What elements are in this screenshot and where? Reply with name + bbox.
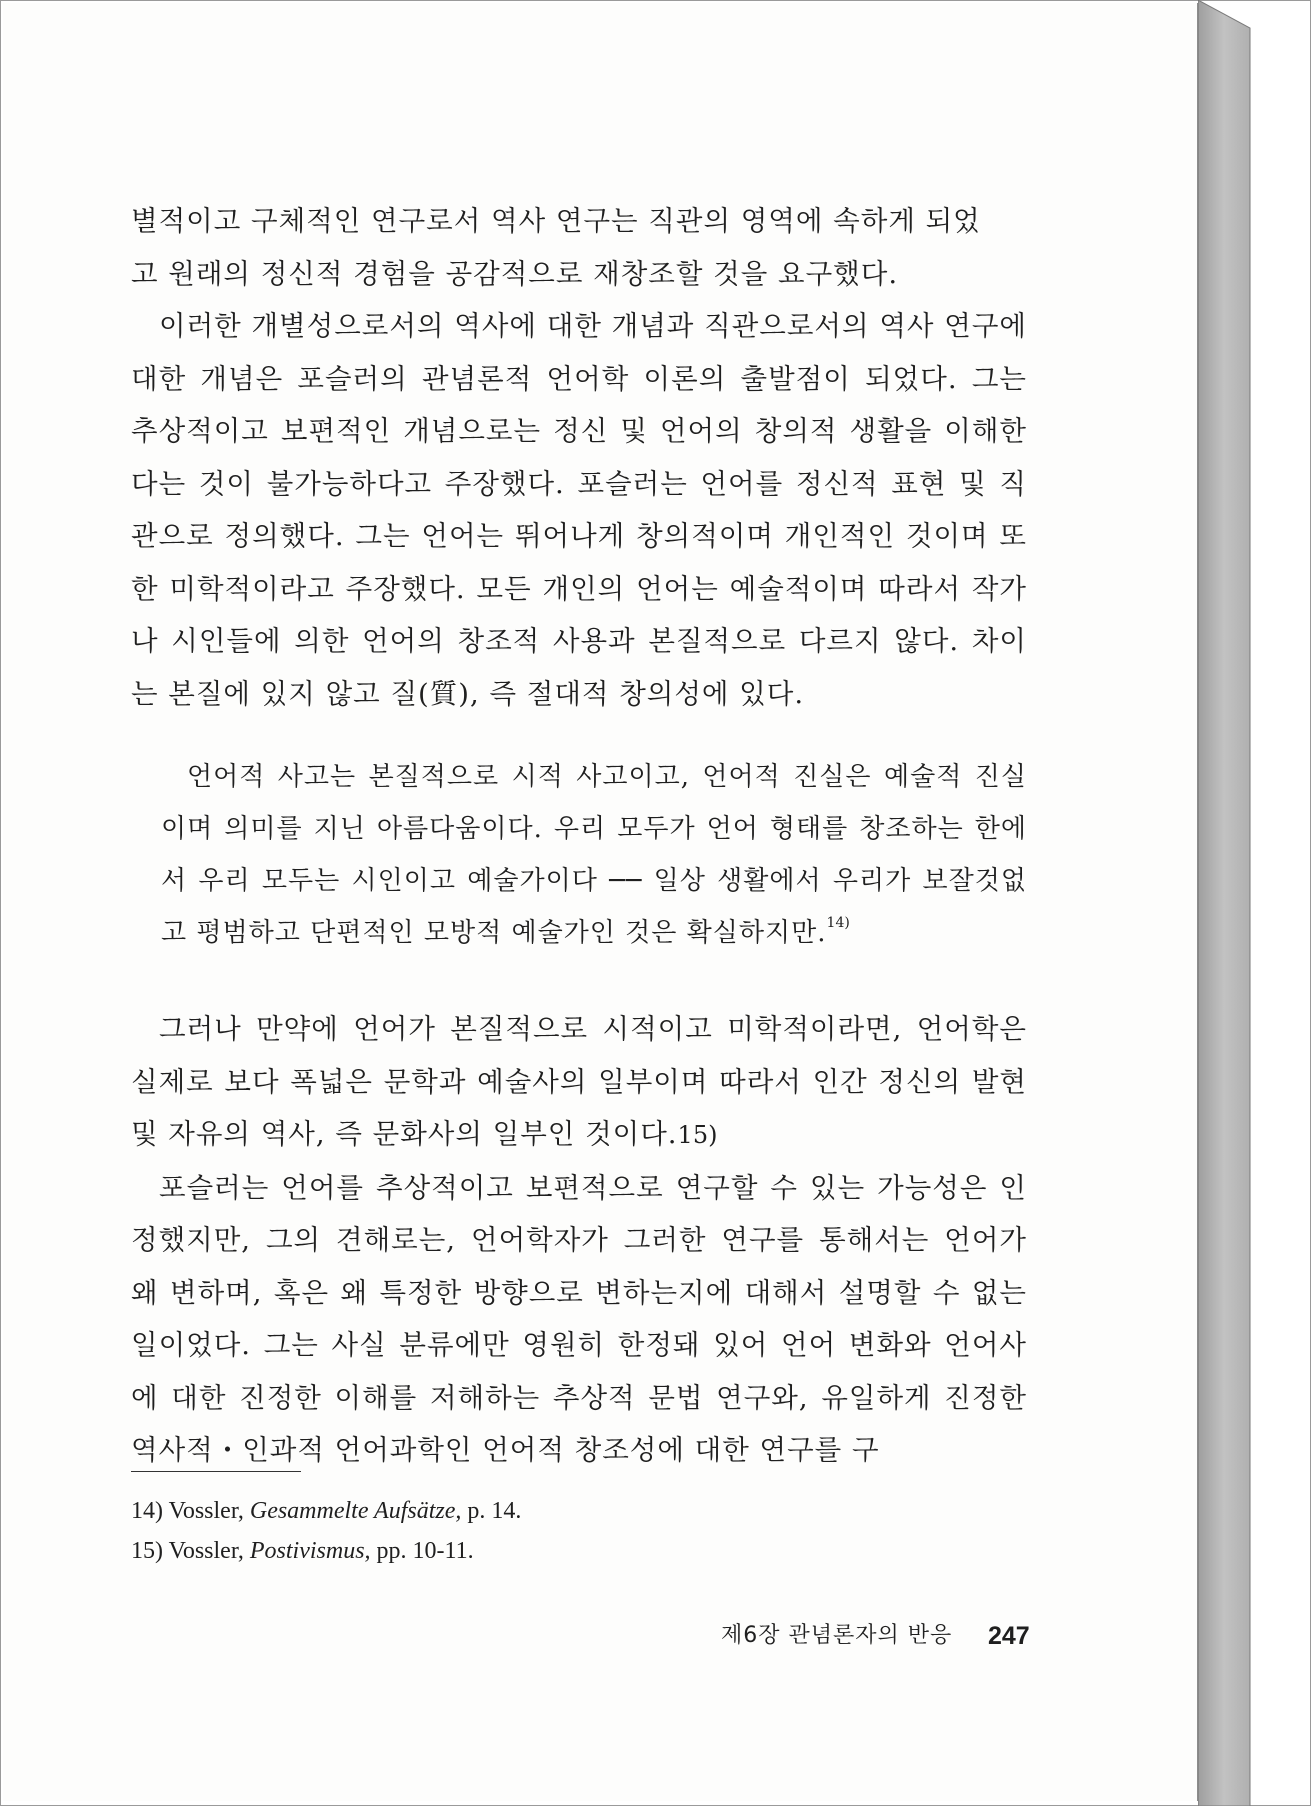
paragraph: 이러한 개별성으로서의 역사에 대한 개념과 직관으로서의 역사 연구에 대한 개념은 포슬러의 관념론적 언어학 이론의 출발점이 되었다. 그는 추상적이고 보편적인 개념으로는 정신 및 언어의 창의적 생활을 이해한다는 것이 불가능하다고 주장했다. 포슬러는 언어를 정신적 표현 및 직관으로 정의했다. 그는 언어는 뛰어나게 창의적이며 개인적인 것이며 또한 미학적이라고 주장했다. 모든 개인의 언어는 예술적이며 따라서 작가나 시인들에 의한 언어의 창조적 사용과 본질적으로 다르지 않다. 차이는 본질에 있지 않고 질(質), 즉 절대적 창의성에 있다. [131,310,1027,710]
footnote-title: Gesammelte Aufsätze, [249,1498,462,1524]
running-footer [3,1619,1197,1653]
book-spine [1198,0,1258,1806]
paragraph-line: 고 원래의 정신적 경험을 공감적으로 재창조할 것을 요구했다. [131,257,899,290]
footnote-14 [131,1491,1011,1531]
main-text-top [131,195,1027,720]
quote-body: 언어적 사고는 본질적으로 시적 사고이고, 언어적 진실은 예술적 진실이며 의미를 지닌 아름다움이다. 우리 모두가 언어 형태를 창조하는 한에서 우리 모두는 시인이고 예술가이다 ── 일상 생활에서 우리가 보잘것없고 평범하고 단편적인 모방적 예술가인 것은 확실하지만. [161,762,1027,948]
book-page [3,3,1198,1801]
quote-text [161,751,1027,959]
paragraph-continued [131,195,1027,300]
paragraph-body: 그러나 만약에 언어가 본질적으로 시적이고 미학적이라면, 언어학은 실제로 보다 폭넓은 문학과 예술사의 일부이며 따라서 인간 정신의 발현 및 자유의 역사, 즉 문화사의 일부인 것이다. [131,1013,1027,1150]
footnote-page: p. 14. [467,1498,522,1524]
footnote-page: pp. 10-11. [376,1538,474,1564]
paragraph: 포슬러는 언어를 추상적이고 보편적으로 연구할 수 있는 가능성은 인정했지만, 그의 견해로는, 언어학자가 그러한 연구를 통해서는 언어가 왜 변하며, 혹은 왜 특정한 방향으로 변하는지에 대해서 설명할 수 없는 일이었다. 그는 사실 분류에만 영원히 한정돼 있어 언어 변화와 언어사에 대한 진정한 이해를 저해하는 추상적 문법 연구와, 유일하게 진정한 역사적・인과적 언어과학인 언어적 창조성에 대한 연구를 구 [131,1171,1027,1466]
footnote-title: Postivismus, [249,1538,371,1564]
footnote-ref: 15) [677,1121,718,1149]
page-number: 247 [988,1622,1030,1650]
book-thickness-shading [1198,0,1258,1806]
footnote-number: 14) [131,1498,163,1524]
footnote-15 [131,1531,1011,1571]
footnote-divider [131,1471,301,1472]
footnote-author: Vossler, [168,1498,244,1524]
footnote-ref: 14) [826,915,850,931]
block-quote [161,751,1027,959]
paragraph [131,1003,1027,1162]
paragraph-line: 별적이고 구체적인 연구로서 역사 연구는 직관의 영역에 속하게 되었 [131,205,981,237]
footnote-author: Vossler, [168,1538,244,1564]
main-text-bottom [131,1003,1027,1477]
chapter-title: 제6장 관념론자의 반응 [721,1623,953,1648]
footnotes [131,1491,1011,1571]
footnote-number: 15) [131,1538,163,1564]
